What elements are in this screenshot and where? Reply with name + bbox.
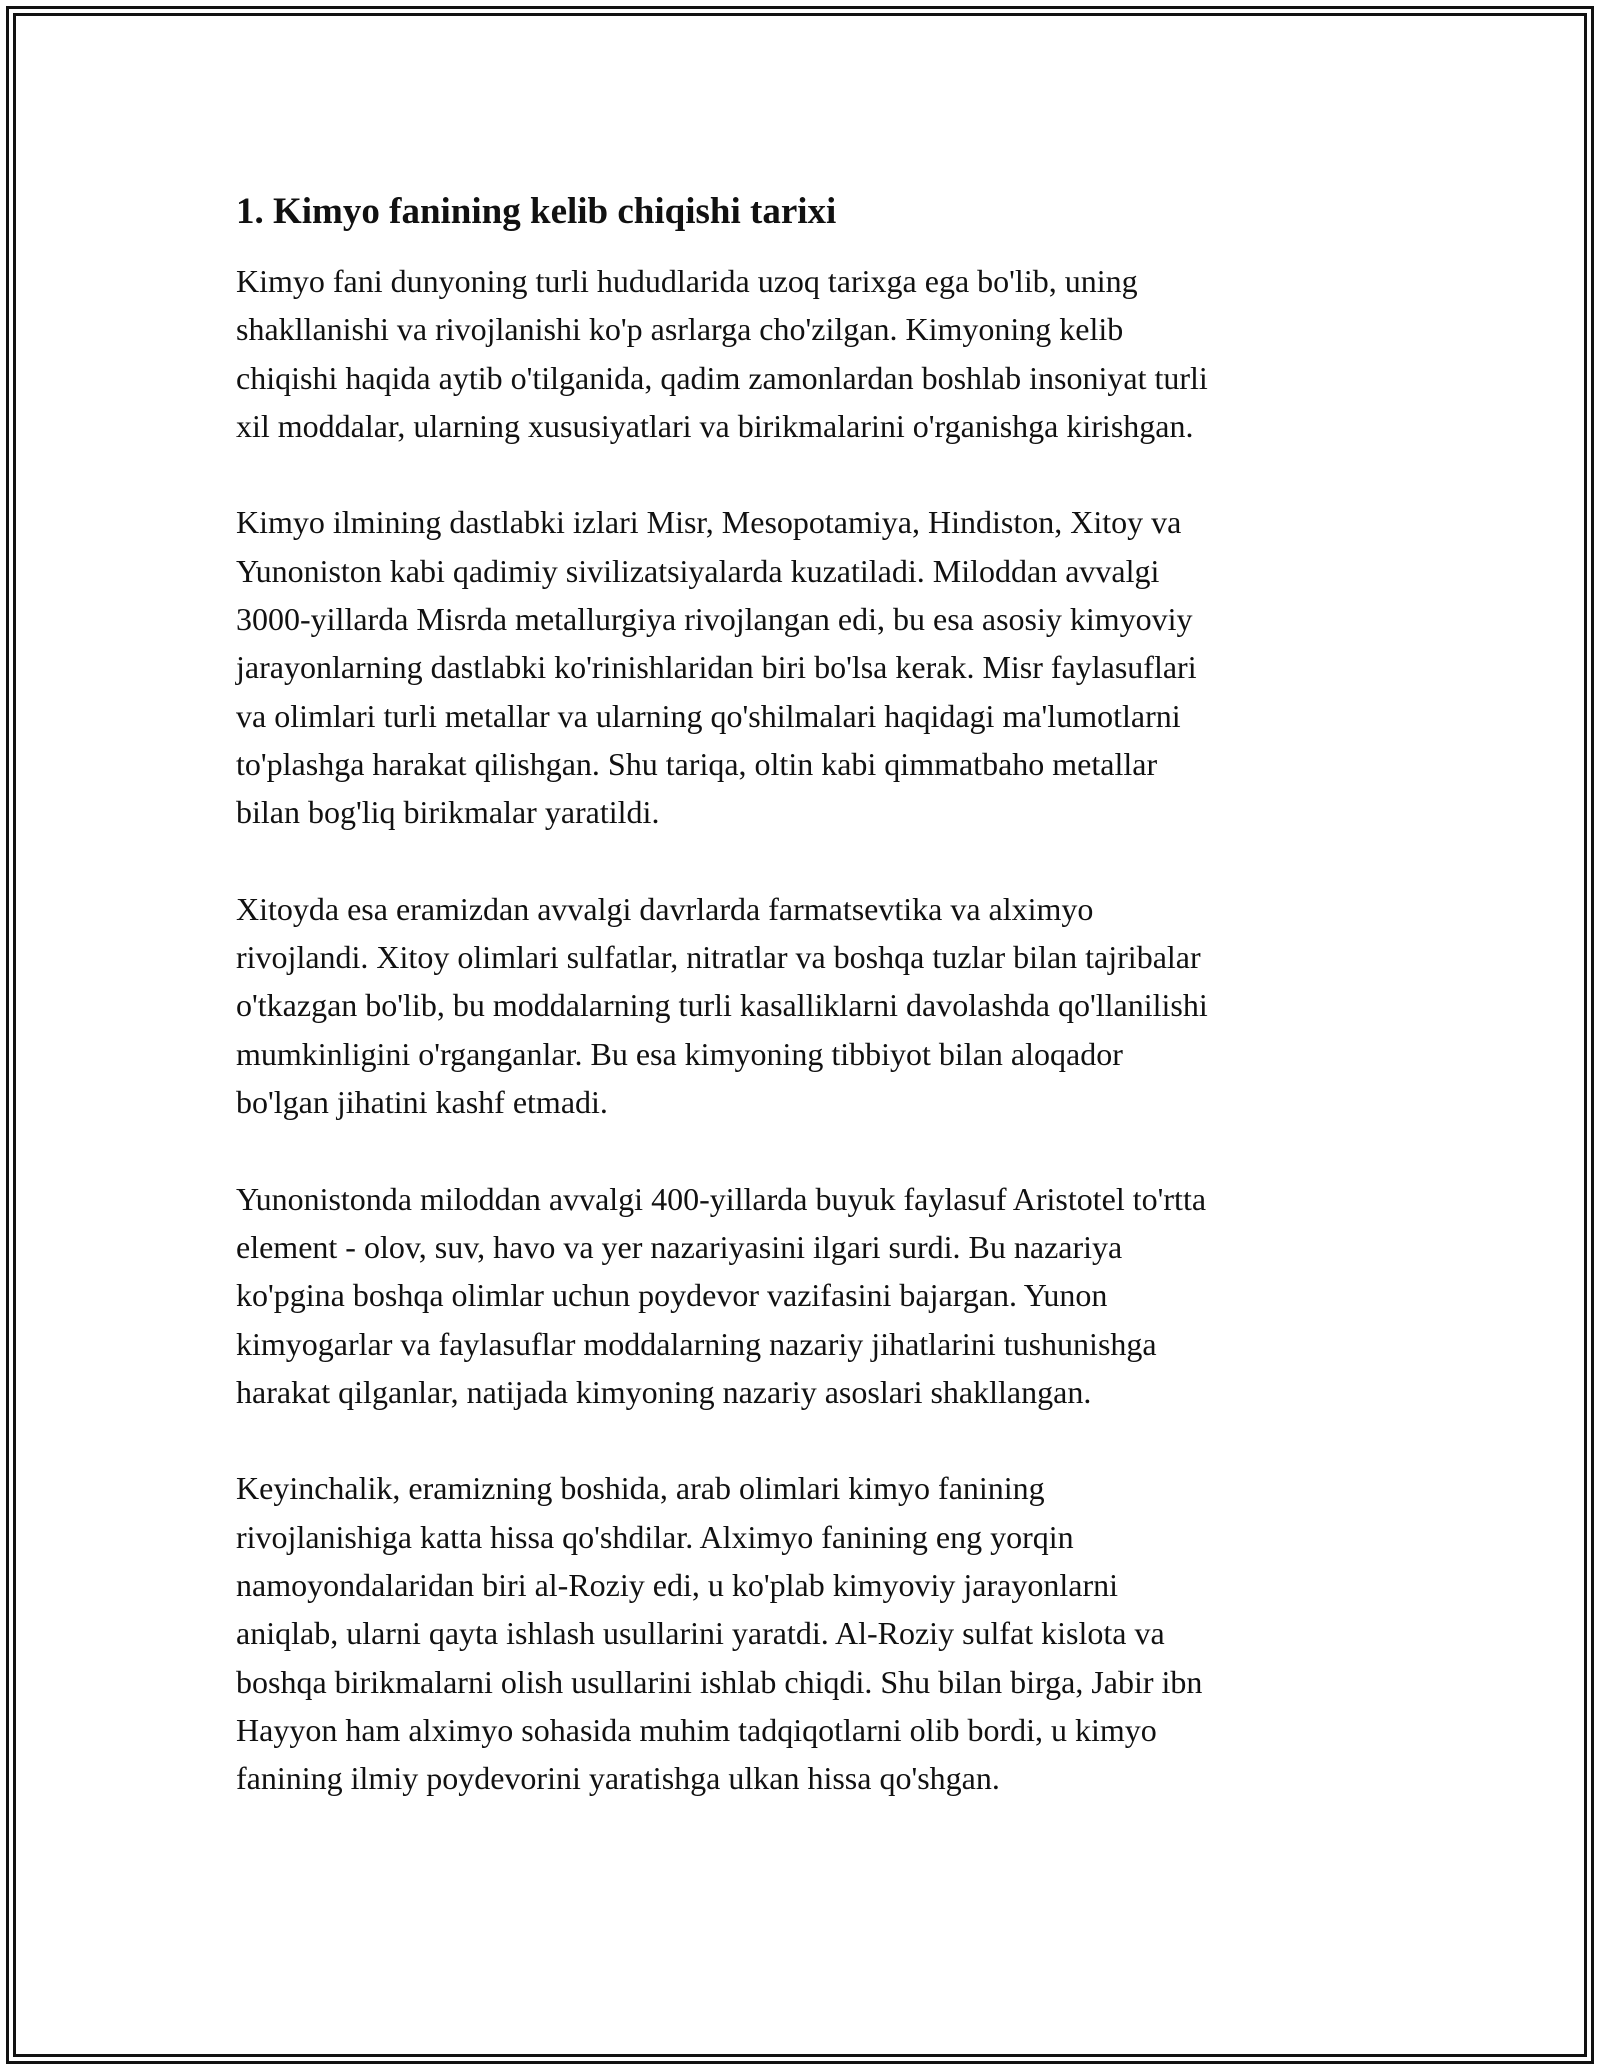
paragraph-arab-scholars: Keyinchalik, eramizning boshida, arab olimlari kimyo fanining rivojlanishiga katta hissa qo'shdilar. Alximyo fanining eng yorqin namoyondalaridan biri al-Roziy edi, u ko'plab kimyoviy jarayonlarni aniqlab, ularni qayta ishlash usullarini yaratdi. Al-Roziy sulfat kislota va boshqa birikmalarni olish usullarini ishlab chiqdi. Shu bilan birga, Jabir ibn Hayyon ham alximyo sohasida muhim tadqiqotlarni olib bordi, u kimyo fanining ilmiy poydevorini yaratishga ulkan hissa qo'shgan. bbox=[236, 1470, 1203, 1797]
paragraph-greece: Yunonistonda miloddan avvalgi 400-yillarda buyuk faylasuf Aristotel to'rtta element - olov, suv, havo va yer nazariyasini ilgari surdi. Bu nazariya ko'pgina boshqa olimlar uchun poydevor vazifasini bajargan. Yunon kimyogarlar va faylasuflar moddalarning nazariy jihatlarini tushunishga harakat qilganlar, natijada kimyoning nazariy asoslari shakllangan. bbox=[236, 1180, 1207, 1410]
paragraph-china: Xitoyda esa eramizdan avvalgi davrlarda farmatsevtika va alximyo rivojlandi. Xitoy olimlari sulfatlar, nitratlar va boshqa tuzlar bilan tajribalar o'tkazgan bo'lib, bu moddalarning turli kasalliklarni davolashda qo'llanilishi mumkinligini o'rganganlar. Bu esa kimyoning tibbiyot bilan aloqador bo'lgan jihatini kashf etmadi. bbox=[236, 890, 1208, 1121]
document-body bbox=[236, 188, 1366, 1803]
paragraph-intro: Kimyo fani dunyoning turli hududlarida uzoq tarixga ega bo'lib, uning shakllanishi va rivojlanishi ko'p asrlarga cho'zilgan. Kimyoning kelib chiqishi haqida aytib o'tilganida, qadim zamonlardan boshlab insoniyat turli xil moddalar, ularning xususiyatlari va birikmalarini o'rganishga kirishgan. bbox=[236, 263, 1208, 444]
paragraph-ancient-civilizations: Kimyo ilmining dastlabki izlari Misr, Mesopotamiya, Hindiston, Xitoy va Yunoniston kabi qadimiy sivilizatsiyalarda kuzatiladi. Miloddan avvalgi 3000-yillarda Misrda metallurgiya rivojlangan edi, bu esa asosiy kimyoviy jarayonlarning dastlabki ko'rinishlaridan biri bo'lsa kerak. Misr faylasuflari va olimlari turli metallar va ularning qo'shilmalari haqidagi ma'lumotlarni to'plashga harakat qilishgan. Shu tariqa, oltin kabi qimmatbaho metallar bilan bog'liq birikmalar yaratildi. bbox=[236, 504, 1197, 831]
section-heading: 1. Kimyo fanining kelib chiqishi tarixi bbox=[236, 191, 837, 232]
